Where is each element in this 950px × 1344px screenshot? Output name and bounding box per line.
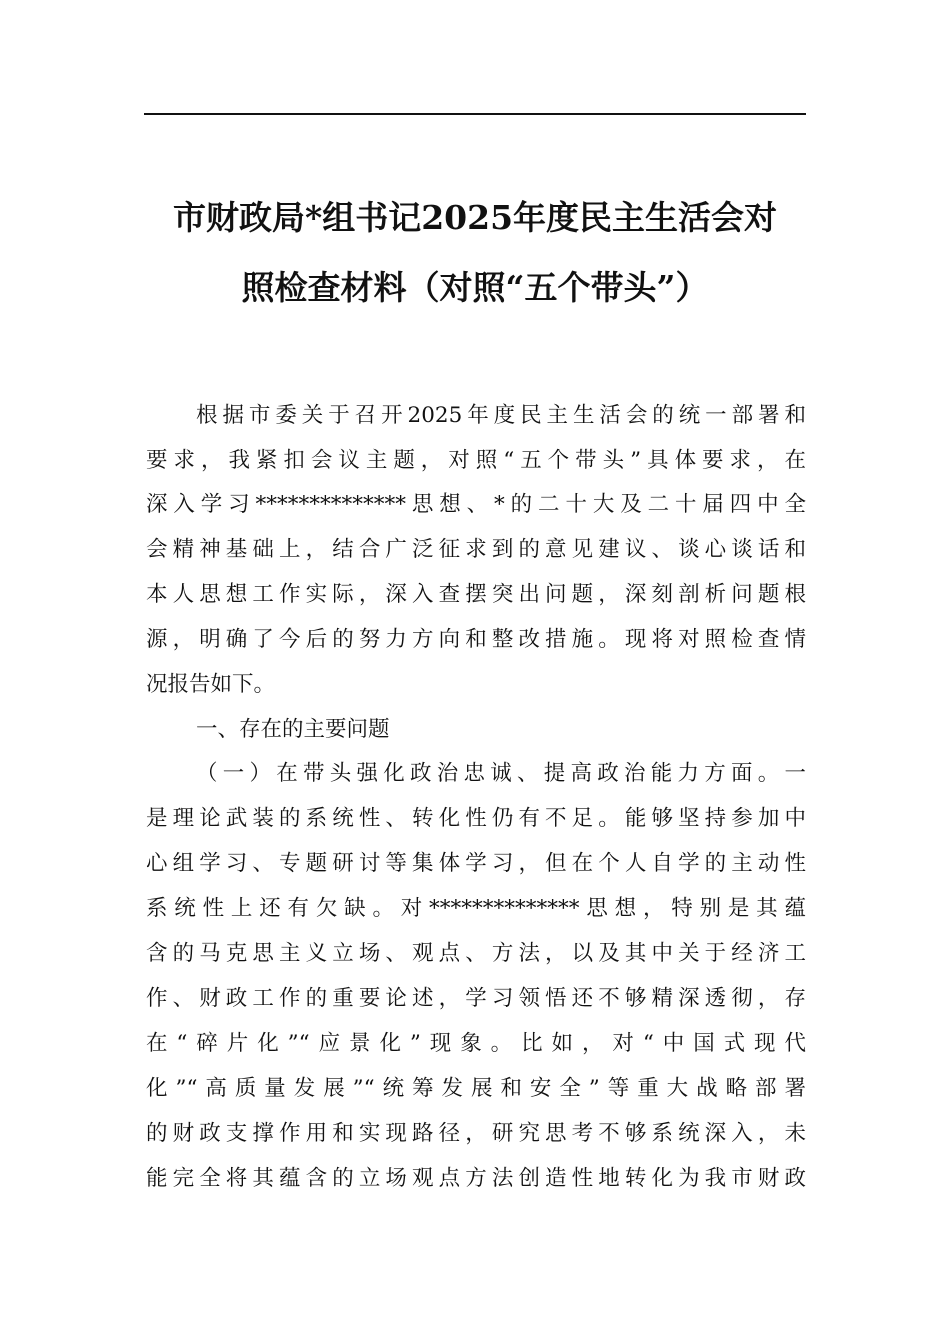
paragraph-line: 本人思想工作实际，深入查摆突出问题，深刻剖析问题根 (146, 582, 806, 607)
section-heading: 一、存在的主要问题 (196, 717, 390, 742)
paragraph-line: 况报告如下。 (146, 672, 276, 697)
header-rule (144, 113, 806, 115)
paragraph-line: 会精神基础上，结合广泛征求到的意见建议、谈心谈话和 (146, 537, 806, 562)
document-title-line-1: 市财政局*组书记2025年度民主生活会对 (172, 198, 778, 237)
paragraph-line: 深入学习**************思想、*的二十大及二十届四中全 (146, 492, 806, 517)
paragraph-line: 的财政支撑作用和实现路径，研究思考不够系统深入，未 (146, 1121, 806, 1146)
paragraph-line: 源，明确了今后的努力方向和整改措施。现将对照检查情 (146, 627, 806, 652)
document-title-line-2: 照检查材料（对照“五个带头”） (241, 268, 709, 307)
paragraph-line: 根据市委关于召开2025年度民主生活会的统一部署和 (196, 403, 806, 428)
paragraph-line: 能完全将其蕴含的立场观点方法创造性地转化为我市财政 (146, 1166, 806, 1191)
paragraph-line: 系统性上还有欠缺。对**************思想，特别是其蕴 (146, 896, 806, 921)
paragraph-line: 作、财政工作的重要论述，学习领悟还不够精深透彻，存 (146, 986, 806, 1011)
paragraph-line: 是理论武装的系统性、转化性仍有不足。能够坚持参加中 (146, 806, 806, 831)
paragraph-line: 要求，我紧扣会议主题，对照“五个带头”具体要求，在 (146, 448, 806, 473)
paragraph-line: 含的马克思主义立场、观点、方法，以及其中关于经济工 (146, 941, 806, 966)
paragraph-line: （一）在带头强化政治忠诚、提高政治能力方面。一 (196, 761, 806, 786)
paragraph-line: 化”“高质量发展”“统筹发展和安全”等重大战略部署 (146, 1076, 806, 1101)
paragraph-line: 在“碎片化”“应景化”现象。比如，对“中国式现代 (146, 1031, 806, 1056)
paragraph-line: 心组学习、专题研讨等集体学习，但在个人自学的主动性 (146, 851, 806, 876)
